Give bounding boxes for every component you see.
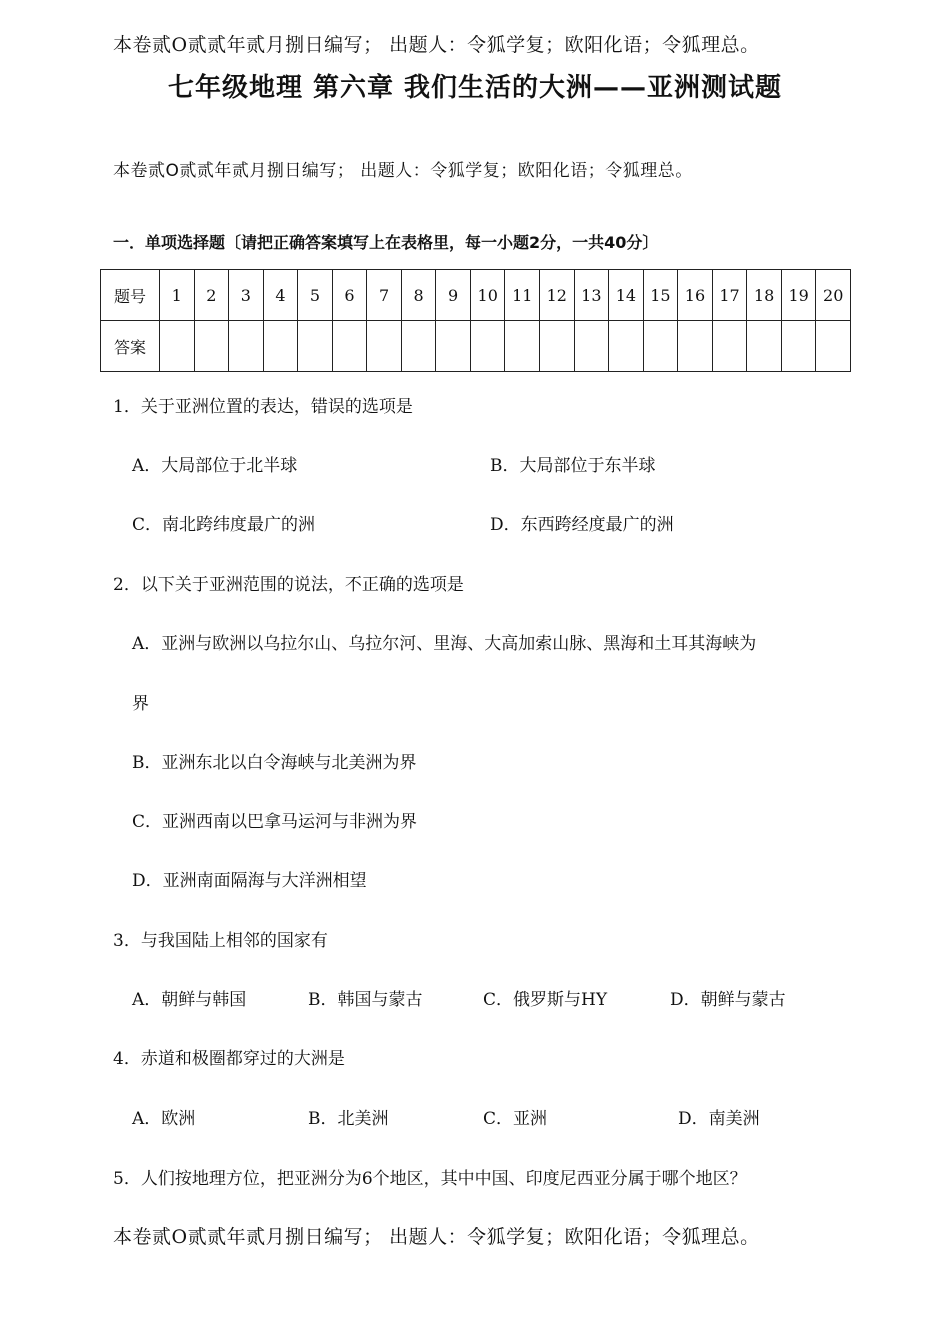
answer-cell[interactable] xyxy=(816,321,851,372)
answer-cell[interactable] xyxy=(643,321,678,372)
answer-cell[interactable] xyxy=(781,321,816,372)
answer-cell[interactable] xyxy=(332,321,367,372)
question-4-option-d: D．南美洲 xyxy=(678,1109,760,1129)
question-1-option-a: A．大局部位于北半球 xyxy=(132,456,298,476)
answer-cell[interactable] xyxy=(436,321,471,372)
question-number-cell: 16 xyxy=(678,270,713,321)
question-1-option-c: C．南北跨纬度最广的洲 xyxy=(132,515,316,535)
question-2-option-b: B．亚洲东北以白令海峡与北美洲为界 xyxy=(132,753,417,773)
question-1-option-b: B．大局部位于东半球 xyxy=(490,456,656,476)
question-2-stem: 2．以下关于亚洲范围的说法，不正确的选项是 xyxy=(113,575,464,595)
question-2-option-c: C．亚洲西南以巴拿马运河与非洲为界 xyxy=(132,812,418,832)
answer-cell[interactable] xyxy=(229,321,264,372)
question-number-cell: 5 xyxy=(298,270,333,321)
question-2-option-a-cont: 界 xyxy=(132,694,149,714)
question-2-option-d: D．亚洲南面隔海与大洋洲相望 xyxy=(132,871,367,891)
page-title: 七年级地理 第六章 我们生活的大洲——亚洲测试题 xyxy=(167,73,783,103)
answer-cell[interactable] xyxy=(609,321,644,372)
answer-cell[interactable] xyxy=(263,321,298,372)
question-5-stem: 5．人们按地理方位，把亚洲分为6个地区，其中中国、印度尼西亚分属于哪个地区？ xyxy=(113,1169,747,1189)
answer-cell[interactable] xyxy=(747,321,782,372)
table-row xyxy=(101,321,851,372)
question-number-cell: 19 xyxy=(781,270,816,321)
question-1-stem: 1．关于亚洲位置的表达，错误的选项是 xyxy=(113,397,413,417)
question-number-cell: 12 xyxy=(540,270,575,321)
question-1-option-d: D．东西跨经度最广的洲 xyxy=(490,515,674,535)
question-number-cell: 9 xyxy=(436,270,471,321)
question-3-option-b: B．韩国与蒙古 xyxy=(308,990,423,1010)
question-number-cell: 4 xyxy=(263,270,298,321)
answer-cell[interactable] xyxy=(505,321,540,372)
sub-header: 本卷贰O贰贰年贰月捌日编写； 出题人：令狐学复；欧阳化语；令狐理总。 xyxy=(113,161,693,181)
question-number-cell: 17 xyxy=(712,270,747,321)
question-number-cell: 8 xyxy=(401,270,436,321)
answer-cell[interactable] xyxy=(470,321,505,372)
question-number-cell: 14 xyxy=(609,270,644,321)
table-row xyxy=(101,270,851,321)
question-2-option-a: A．亚洲与欧洲以乌拉尔山、乌拉尔河、里海、大高加索山脉、黑海和土耳其海峡为 xyxy=(132,634,757,654)
question-number-cell: 18 xyxy=(747,270,782,321)
question-3-option-a: A．朝鲜与韩国 xyxy=(132,990,247,1010)
question-number-cell: 11 xyxy=(505,270,540,321)
question-number-cell: 2 xyxy=(194,270,229,321)
section-heading: 一．单项选择题〔请把正确答案填写上在表格里，每一小题2分，一共40分〕 xyxy=(113,233,659,252)
answer-cell[interactable] xyxy=(160,321,195,372)
question-number-cell: 6 xyxy=(332,270,367,321)
row-label-number: 题号 xyxy=(101,270,160,321)
answer-table xyxy=(100,269,851,372)
question-number-cell: 15 xyxy=(643,270,678,321)
page-header: 本卷贰O贰贰年贰月捌日编写； 出题人：令狐学复；欧阳化语；令狐理总。 xyxy=(113,34,760,56)
answer-cell[interactable] xyxy=(712,321,747,372)
question-number-cell: 10 xyxy=(470,270,505,321)
question-number-cell: 1 xyxy=(160,270,195,321)
answer-cell[interactable] xyxy=(367,321,402,372)
answer-cell[interactable] xyxy=(574,321,609,372)
question-number-cell: 20 xyxy=(816,270,851,321)
question-3-stem: 3．与我国陆上相邻的国家有 xyxy=(113,931,328,951)
question-number-cell: 3 xyxy=(229,270,264,321)
question-3-option-d: D．朝鲜与蒙古 xyxy=(670,990,786,1010)
answer-cell[interactable] xyxy=(678,321,713,372)
page-footer: 本卷贰O贰贰年贰月捌日编写； 出题人：令狐学复；欧阳化语；令狐理总。 xyxy=(113,1226,760,1248)
answer-cell[interactable] xyxy=(298,321,333,372)
question-4-option-b: B．北美洲 xyxy=(308,1109,389,1129)
question-4-option-c: C．亚洲 xyxy=(483,1109,548,1129)
question-number-cell: 13 xyxy=(574,270,609,321)
question-number-cell: 7 xyxy=(367,270,402,321)
question-4-option-a: A．欧洲 xyxy=(132,1109,196,1129)
answer-cell[interactable] xyxy=(194,321,229,372)
answer-cell[interactable] xyxy=(401,321,436,372)
row-label-answer: 答案 xyxy=(101,321,160,372)
answer-cell[interactable] xyxy=(540,321,575,372)
question-4-stem: 4．赤道和极圈都穿过的大洲是 xyxy=(113,1049,345,1069)
question-3-option-c: C．俄罗斯与HY xyxy=(483,990,608,1010)
